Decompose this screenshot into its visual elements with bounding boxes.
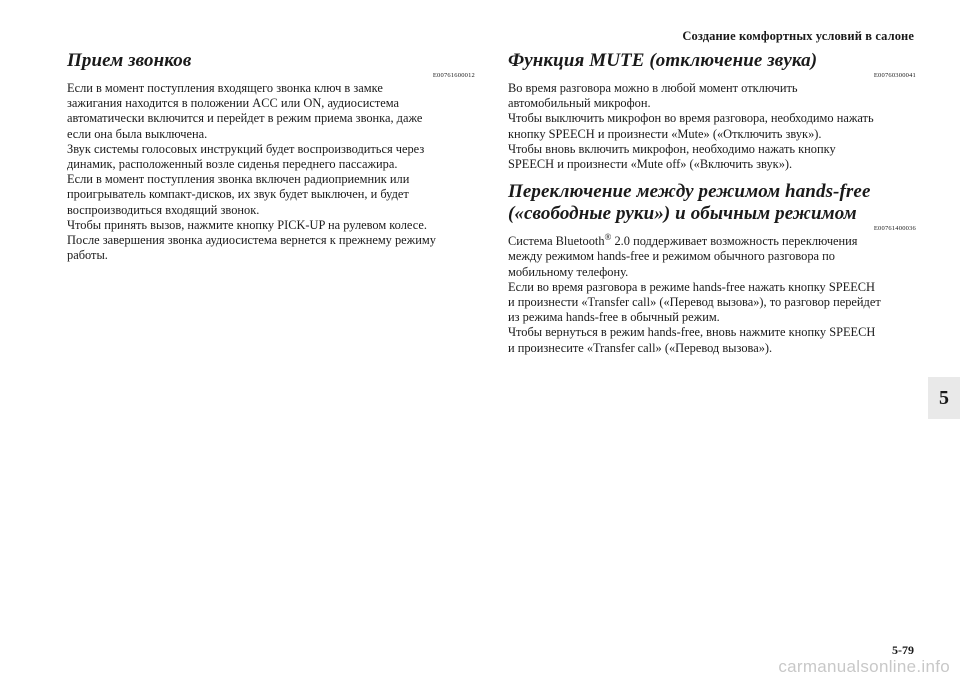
left-column [67, 50, 475, 263]
section-title: Прием звонков [67, 50, 192, 71]
section-hands-free-switch [508, 181, 916, 356]
section-body [508, 234, 916, 356]
section-call-reception [67, 50, 475, 263]
registered-mark: ® [604, 232, 612, 243]
body-main-text: 2.0 поддерживает возможность переключения между режимом hands-free и режимом обычного разговора по мобильному телефону. Если во время разговора в режиме hands-free нажать кнопку SPEECH и произнести «Transfer call» («Перевод вызова»), то разговор перейдет из режима hands-free в обычный режим. Чтобы вернуться в режим hands-free, вновь нажмите кнопку SPEECH и произнесите «Transfer call» («Перевод вызова»). [508, 234, 881, 355]
section-mute-function [508, 50, 916, 172]
section-code: E00760300041 [873, 72, 916, 79]
chapter-tab [928, 377, 960, 419]
body-lead-text: Система Bluetooth [508, 234, 605, 249]
page-number: 5-79 [892, 643, 914, 657]
chapter-number: 5 [939, 386, 949, 409]
right-column [508, 50, 916, 356]
section-body: Во время разговора можно в любой момент отключить автомобильный микрофон. Чтобы выключить микрофон во время разговора, необходимо нажать кнопку SPEECH и произнести «Mute» («Отключить звук»). Чтобы вновь включить микрофон, необходимо нажать кнопку SPEECH и произнести «Mute off» («Включить звук»). [508, 81, 874, 172]
watermark: carmanualsonline.info [778, 657, 950, 676]
section-title: Переключение между режимом hands-free («свободные руки») и обычным режимом [508, 181, 871, 225]
section-title: Функция MUTE (отключение звука) [508, 50, 818, 71]
running-header: Создание комфортных условий в салоне [682, 29, 914, 43]
section-code: E00761600012 [432, 72, 475, 79]
section-body: Если в момент поступления входящего звонка ключ в замке зажигания находится в положении ACC или ON, аудиосистема автоматически включится и перейдет в режим приема звонка, даже если она была выключена. Звук системы голосовых инструкций будет воспроизводиться через динамик, расположенный возле сиденья переднего пассажира. Если в момент поступления звонка включен радиоприемник или проигрыватель компакт-дисков, их звук будет выключен, и будет воспроизводиться входящий звонок. Чтобы принять вызов, нажмите кнопку PICK-UP на рулевом колесе. После завершения звонка аудиосистема вернется к прежнему режиму работы. [67, 81, 436, 263]
section-code: E00761400036 [873, 225, 916, 233]
